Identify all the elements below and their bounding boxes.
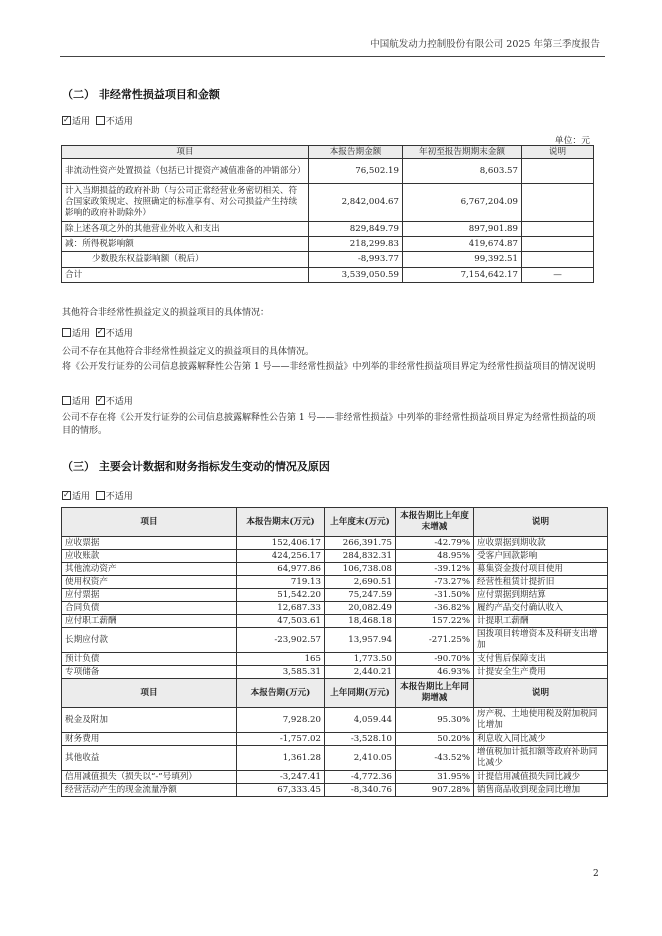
changes-table — [61, 507, 608, 797]
table-row — [62, 159, 594, 184]
table-row — [62, 784, 608, 797]
table-row — [62, 222, 594, 237]
label-not-applicable: 不适用 — [105, 492, 133, 502]
cell-note: 计提职工薪酬 — [474, 615, 608, 628]
table-header-row — [62, 508, 608, 537]
table-row — [62, 746, 608, 771]
cell-item: 经营活动产生的现金流量净额 — [62, 784, 237, 797]
cell-change: 31.95% — [396, 771, 474, 784]
cell-note: 经营性租赁计提折旧 — [474, 576, 608, 589]
cell-item: 专项储备 — [62, 666, 237, 679]
cell-note: 计提信用减值损失同比减少 — [474, 771, 608, 784]
table-row — [62, 708, 608, 733]
cell-change: -36.82% — [396, 602, 474, 615]
col-header: 本报告期比上年度末增减 — [396, 508, 474, 537]
cell-prior: 75,247.59 — [325, 589, 396, 602]
table-header-row — [62, 146, 594, 159]
cell-note — [522, 159, 594, 184]
cell-note: 国拨项目转增资本及科研支出增加 — [474, 628, 608, 653]
label-applicable: 适用 — [72, 397, 91, 407]
table-subheader-row — [62, 679, 608, 708]
cell-note: 募集资金拨付项目使用 — [474, 563, 608, 576]
cell-change: -271.25% — [396, 628, 474, 653]
cell-current: 2,842,004.67 — [309, 184, 403, 222]
label-applicable: 适用 — [72, 329, 91, 339]
cell-prior: 266,391.75 — [325, 537, 396, 550]
checkbox-applicable[interactable] — [62, 116, 71, 125]
table-row — [62, 771, 608, 784]
cell-item: 非流动性资产处置损益（包括已计提资产减值准备的冲销部分） — [62, 159, 309, 184]
cell-item: 合计 — [62, 268, 309, 283]
col-header: 上年度末(万元) — [325, 508, 396, 537]
cell-ytd: 6,767,204.09 — [403, 184, 522, 222]
cell-current: 424,256.17 — [237, 550, 325, 563]
cell-note: 房产税、土地使用税及附加税同比增加 — [474, 708, 608, 733]
cell-note: 履约产品交付确认收入 — [474, 602, 608, 615]
cell-current: 3,539,050.59 — [309, 268, 403, 283]
cell-change: -73.27% — [396, 576, 474, 589]
col-header: 年初至报告期期末金额 — [403, 146, 522, 159]
col-header: 本报告期(万元) — [237, 679, 325, 708]
table-row-total — [62, 268, 594, 283]
cell-prior: 2,410.05 — [325, 746, 396, 771]
cell-item: 税金及附加 — [62, 708, 237, 733]
cell-ytd: 7,154,642.17 — [403, 268, 522, 283]
table-row — [62, 615, 608, 628]
cell-item: 少数股东权益影响额（税后） — [62, 252, 309, 268]
cell-change: 46.93% — [396, 666, 474, 679]
cell-note: 计提安全生产费用 — [474, 666, 608, 679]
report-header-title: 中国航发动力控制股份有限公司 2025 年第三季度报告 — [370, 39, 600, 50]
cell-current: 165 — [237, 653, 325, 666]
cell-item: 除上述各项之外的其他营业外收入和支出 — [62, 222, 309, 237]
cell-change: -39.12% — [396, 563, 474, 576]
cell-current: 1,361.28 — [237, 746, 325, 771]
cell-prior: 106,738.08 — [325, 563, 396, 576]
nonrecurring-table — [61, 145, 594, 283]
checkbox-not-applicable[interactable] — [96, 328, 105, 337]
cell-item: 财务费用 — [62, 733, 237, 746]
table-row — [62, 576, 608, 589]
cell-prior: -4,772.36 — [325, 771, 396, 784]
col-header: 说明 — [522, 146, 594, 159]
reclassification-text: 将《公开发行证券的公司信息披露解释性公告第 1 号——非经常性损益》中列举的非经常性损益项目界定为经常性损益项目的情况说明 — [62, 362, 596, 372]
cell-note — [522, 222, 594, 237]
cell-prior: 20,082.49 — [325, 602, 396, 615]
col-header: 说明 — [474, 508, 608, 537]
cell-prior: -3,528.10 — [325, 733, 396, 746]
cell-current: 218,299.83 — [309, 237, 403, 252]
cell-current: 152,406.17 — [237, 537, 325, 550]
section-title-nonrecurring: （二） 非经常性损益项目和金额 — [62, 88, 220, 101]
cell-current: 3,585.31 — [237, 666, 325, 679]
applicable-options — [62, 114, 133, 127]
cell-item: 其他收益 — [62, 746, 237, 771]
cell-note — [522, 237, 594, 252]
col-header: 项目 — [62, 679, 237, 708]
table-row — [62, 537, 608, 550]
cell-change: -31.50% — [396, 589, 474, 602]
applicable-options-2 — [62, 326, 133, 339]
cell-prior: 2,440.21 — [325, 666, 396, 679]
cell-current: 7,928.20 — [237, 708, 325, 733]
cell-ytd: 99,392.51 — [403, 252, 522, 268]
table-row — [62, 550, 608, 563]
cell-current: 719.13 — [237, 576, 325, 589]
cell-item: 减：所得税影响额 — [62, 237, 309, 252]
header-divider — [60, 56, 605, 57]
col-header: 项目 — [62, 508, 237, 537]
cell-prior: 2,690.51 — [325, 576, 396, 589]
checkbox-not-applicable[interactable] — [96, 116, 105, 125]
cell-ytd: 419,674.87 — [403, 237, 522, 252]
cell-change: 50.20% — [396, 733, 474, 746]
table-row — [62, 653, 608, 666]
cell-item: 合同负债 — [62, 602, 237, 615]
label-applicable: 适用 — [72, 117, 91, 127]
cell-note: 增值税加计抵扣额等政府补助同比减少 — [474, 746, 608, 771]
cell-item: 应收票据 — [62, 537, 237, 550]
cell-note — [522, 252, 594, 268]
table-row — [62, 733, 608, 746]
cell-item: 应付票据 — [62, 589, 237, 602]
cell-change: -43.52% — [396, 746, 474, 771]
cell-item: 其他流动资产 — [62, 563, 237, 576]
cell-change: -42.79% — [396, 537, 474, 550]
table-row — [62, 666, 608, 679]
table-row — [62, 252, 594, 268]
unit-label: 单位：元 — [554, 136, 590, 146]
section-title-changes: （三） 主要会计数据和财务指标发生变动的情况及原因 — [62, 460, 330, 473]
cell-current: -1,757.02 — [237, 733, 325, 746]
table-row — [62, 602, 608, 615]
cell-note: 支付售后保障支出 — [474, 653, 608, 666]
cell-note — [522, 184, 594, 222]
cell-current: -3,247.41 — [237, 771, 325, 784]
cell-item: 应付职工薪酬 — [62, 615, 237, 628]
cell-item: 长期应付款 — [62, 628, 237, 653]
cell-prior: -8,340.76 — [325, 784, 396, 797]
cell-note: 应收票据到期收款 — [474, 537, 608, 550]
cell-prior: 1,773.50 — [325, 653, 396, 666]
label-not-applicable: 不适用 — [105, 117, 133, 127]
cell-prior: 18,468.18 — [325, 615, 396, 628]
label-not-applicable: 不适用 — [105, 397, 133, 407]
col-header: 本报告期比上年同期增减 — [396, 679, 474, 708]
cell-ytd: 8,603.57 — [403, 159, 522, 184]
checkbox-applicable[interactable] — [62, 396, 71, 405]
checkbox-not-applicable[interactable] — [96, 396, 105, 405]
col-header: 项目 — [62, 146, 309, 159]
cell-note: 受客户回款影响 — [474, 550, 608, 563]
cell-current: 67,333.45 — [237, 784, 325, 797]
cell-current: -23,902.57 — [237, 628, 325, 653]
cell-prior: 13,957.94 — [325, 628, 396, 653]
cell-change: 48.95% — [396, 550, 474, 563]
cell-current: 64,977.86 — [237, 563, 325, 576]
cell-item: 计入当期损益的政府补助（与公司正常经营业务密切相关、符合国家政策规定、按照确定的标准享有、对公司损益产生持续影响的政府补助除外） — [62, 184, 309, 222]
other-items-text: 其他符合非经常性损益定义的损益项目的具体情况： — [62, 308, 270, 318]
cell-current: 47,503.61 — [237, 615, 325, 628]
checkbox-applicable[interactable] — [62, 328, 71, 337]
table-row — [62, 184, 594, 222]
cell-note: 应付票据到期结算 — [474, 589, 608, 602]
table-row — [62, 628, 608, 653]
col-header: 本报告期末(万元) — [237, 508, 325, 537]
cell-current: 12,687.33 — [237, 602, 325, 615]
checkbox-not-applicable[interactable] — [96, 491, 105, 500]
no-other-items-text: 公司不存在其他符合非经常性损益定义的损益项目的具体情况。 — [62, 347, 315, 357]
cell-current: 51,542.20 — [237, 589, 325, 602]
label-applicable: 适用 — [72, 492, 91, 502]
cell-ytd: 897,901.89 — [403, 222, 522, 237]
cell-note: 销售商品收到现金同比增加 — [474, 784, 608, 797]
cell-change: 157.22% — [396, 615, 474, 628]
cell-current: -8,993.77 — [309, 252, 403, 268]
col-header: 说明 — [474, 679, 608, 708]
no-reclassification-text: 公司不存在将《公开发行证券的公司信息披露解释性公告第 1 号——非经常性损益》中列举的非经常性损益项目界定为经常性损益的项目的情形。 — [62, 413, 596, 436]
col-header: 上年同期(万元) — [325, 679, 396, 708]
cell-change: 907.28% — [396, 784, 474, 797]
applicable-options-3 — [62, 394, 133, 407]
cell-note: — — [522, 268, 594, 283]
cell-prior: 284,832.31 — [325, 550, 396, 563]
table-row — [62, 237, 594, 252]
cell-current: 76,502.19 — [309, 159, 403, 184]
cell-change: 95.30% — [396, 708, 474, 733]
cell-prior: 4,059.44 — [325, 708, 396, 733]
cell-note: 利息收入同比减少 — [474, 733, 608, 746]
col-header: 本报告期金额 — [309, 146, 403, 159]
cell-current: 829,849.79 — [309, 222, 403, 237]
cell-item: 应收账款 — [62, 550, 237, 563]
cell-change: -90.70% — [396, 653, 474, 666]
table-row — [62, 563, 608, 576]
cell-item: 使用权资产 — [62, 576, 237, 589]
cell-item: 预计负债 — [62, 653, 237, 666]
applicable-options-4 — [62, 489, 133, 502]
cell-item: 信用减值损失（损失以“-”号填列） — [62, 771, 237, 784]
table-row — [62, 589, 608, 602]
page-number: 2 — [593, 869, 599, 879]
checkbox-applicable[interactable] — [62, 491, 71, 500]
label-not-applicable: 不适用 — [105, 329, 133, 339]
